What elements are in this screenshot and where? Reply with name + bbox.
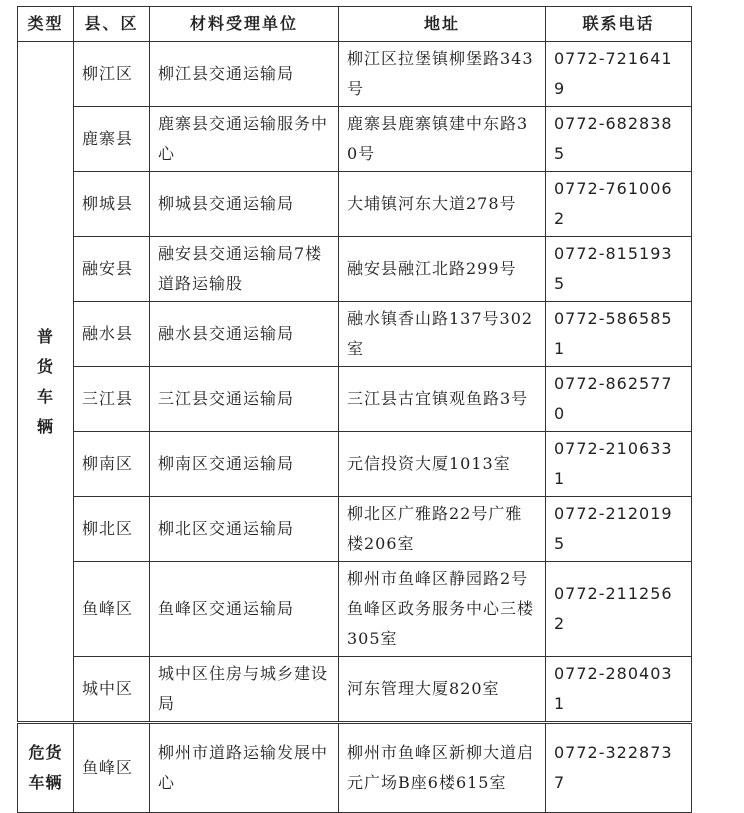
address-cell: 融水镇香山路137号302室 <box>339 302 546 367</box>
phone-cell: 0772-3228737 <box>546 723 692 813</box>
table-header-row <box>18 7 692 42</box>
table-row <box>18 42 692 107</box>
phone-cell: 0772-8625770 <box>546 367 692 432</box>
district-cell: 融安县 <box>74 237 150 302</box>
agency-cell: 融安县交通运输局7楼道路运输股 <box>150 237 339 302</box>
agency-cell: 柳南区交通运输局 <box>150 432 339 497</box>
district-cell: 柳城县 <box>74 172 150 237</box>
table-row <box>18 497 692 562</box>
address-cell: 柳江区拉堡镇柳堡路343号 <box>339 42 546 107</box>
phone-cell: 0772-5865851 <box>546 302 692 367</box>
category-hazardous-label: 危货车辆 <box>28 743 63 792</box>
address-cell: 鹿寨县鹿寨镇建中东路30号 <box>339 107 546 172</box>
phone-cell: 0772-6828385 <box>546 107 692 172</box>
header-agency: 材料受理单位 <box>150 7 339 42</box>
phone-cell: 0772-2120195 <box>546 497 692 562</box>
phone-cell: 0772-8151935 <box>546 237 692 302</box>
address-cell: 融安县融江北路299号 <box>339 237 546 302</box>
phone-cell: 0772-2112562 <box>546 562 692 657</box>
category-ordinary-label: 普货车辆 <box>36 326 54 436</box>
table-row <box>18 367 692 432</box>
address-cell: 大埔镇河东大道278号 <box>339 172 546 237</box>
address-cell: 柳州市鱼峰区新柳大道启元广场B座6楼615室 <box>339 723 546 813</box>
phone-cell: 0772-2804031 <box>546 657 692 723</box>
agency-cell: 融水县交通运输局 <box>150 302 339 367</box>
address-cell: 柳州市鱼峰区静园路2号鱼峰区政务服务中心三楼305室 <box>339 562 546 657</box>
table-row <box>18 107 692 172</box>
district-cell: 柳南区 <box>74 432 150 497</box>
table-row <box>18 237 692 302</box>
district-cell: 鱼峰区 <box>74 723 150 813</box>
agency-contact-table <box>17 6 692 813</box>
district-cell: 三江县 <box>74 367 150 432</box>
district-cell: 鹿寨县 <box>74 107 150 172</box>
district-cell: 柳江区 <box>74 42 150 107</box>
agency-cell: 柳城县交通运输局 <box>150 172 339 237</box>
agency-cell: 鱼峰区交通运输局 <box>150 562 339 657</box>
table-row <box>18 562 692 657</box>
table-row <box>18 302 692 367</box>
agency-cell: 柳北区交通运输局 <box>150 497 339 562</box>
agency-cell: 城中区住房与城乡建设局 <box>150 657 339 723</box>
category-hazardous-cell <box>18 723 74 813</box>
category-ordinary-cell <box>18 42 74 723</box>
table-row <box>18 657 692 723</box>
address-cell: 元信投资大厦1013室 <box>339 432 546 497</box>
district-cell: 柳北区 <box>74 497 150 562</box>
agency-cell: 柳江县交通运输局 <box>150 42 339 107</box>
agency-cell: 鹿寨县交通运输服务中心 <box>150 107 339 172</box>
address-cell: 三江县古宜镇观鱼路3号 <box>339 367 546 432</box>
header-phone: 联系电话 <box>546 7 692 42</box>
district-cell: 城中区 <box>74 657 150 723</box>
agency-cell: 柳州市道路运输发展中心 <box>150 723 339 813</box>
header-type: 类型 <box>18 7 74 42</box>
header-district: 县、区 <box>74 7 150 42</box>
phone-cell: 0772-7610062 <box>546 172 692 237</box>
district-cell: 鱼峰区 <box>74 562 150 657</box>
phone-cell: 0772-7216419 <box>546 42 692 107</box>
agency-cell: 三江县交通运输局 <box>150 367 339 432</box>
district-cell: 融水县 <box>74 302 150 367</box>
table-row <box>18 723 692 813</box>
header-address: 地址 <box>339 7 546 42</box>
address-cell: 柳北区广雅路22号广雅楼206室 <box>339 497 546 562</box>
phone-cell: 0772-2106331 <box>546 432 692 497</box>
table-row <box>18 172 692 237</box>
address-cell: 河东管理大厦820室 <box>339 657 546 723</box>
table-row <box>18 432 692 497</box>
